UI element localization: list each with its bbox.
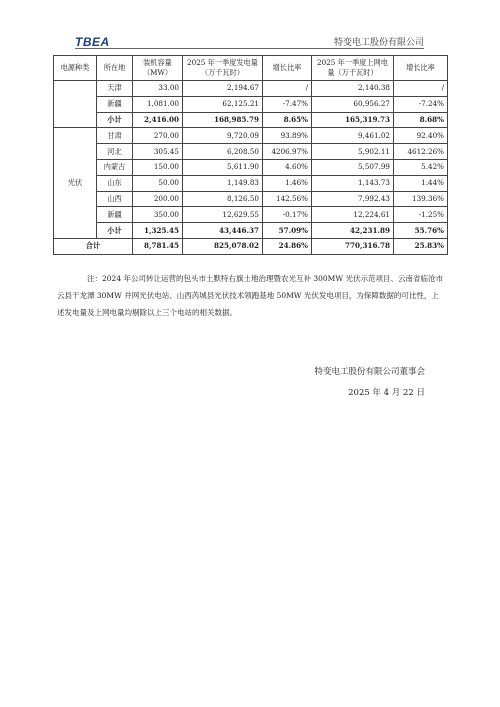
capacity-cell: 150.00 — [133, 159, 183, 175]
grid-cell: 42,231.89 — [312, 223, 394, 239]
grid-cell: 5,902.11 — [312, 144, 394, 160]
location-cell: 山西 — [97, 191, 133, 207]
grid-growth-cell: 8.68% — [394, 112, 448, 128]
gen-growth-cell: 8.65% — [263, 112, 312, 128]
grid-cell: 165,319.73 — [312, 112, 394, 128]
location-cell: 新疆 — [97, 96, 133, 112]
gen-growth-cell: 24.86% — [263, 238, 312, 254]
col-header-location: 所在地 — [97, 56, 133, 81]
grid-cell: 7,992.43 — [312, 191, 394, 207]
capacity-cell: 350.00 — [133, 207, 183, 223]
generation-cell: 8,126.50 — [183, 191, 263, 207]
location-cell: 山东 — [97, 175, 133, 191]
header-divider — [75, 48, 424, 49]
generation-cell: 12,629.55 — [183, 207, 263, 223]
grid-cell: 60,956.27 — [312, 96, 394, 112]
col-header-gen-growth: 增长比率 — [263, 56, 312, 81]
grid-growth-cell: 1.44% — [394, 175, 448, 191]
grid-growth-cell: 4612.26% — [394, 144, 448, 160]
grid-growth-cell: -1.25% — [394, 207, 448, 223]
table-row — [54, 128, 448, 144]
capacity-cell: 2,416.00 — [133, 112, 183, 128]
subtotal-row — [54, 223, 448, 239]
capacity-cell: 33.00 — [133, 81, 183, 97]
generation-cell: 1,149.83 — [183, 175, 263, 191]
signature-date: 2025 年 4 月 22 日 — [348, 388, 425, 398]
grid-growth-cell: 25.83% — [394, 238, 448, 254]
grid-cell: 2,140.38 — [312, 81, 394, 97]
table-row — [54, 191, 448, 207]
table-row — [54, 175, 448, 191]
generation-cell: 5,611.90 — [183, 159, 263, 175]
grid-growth-cell: / — [394, 81, 448, 97]
table-row — [54, 207, 448, 223]
grid-growth-cell: 139.36% — [394, 191, 448, 207]
generation-cell: 2,194.67 — [183, 81, 263, 97]
subtotal-label: 小计 — [97, 223, 133, 239]
gen-growth-cell: / — [263, 81, 312, 97]
col-header-type: 电源种类 — [54, 56, 97, 81]
gen-growth-cell: 4206.97% — [263, 144, 312, 160]
table-row — [54, 81, 448, 97]
capacity-cell: 50.00 — [133, 175, 183, 191]
generation-cell: 6,208.50 — [183, 144, 263, 160]
footnote: 注：2024 年公司转让运营的包头市土默特右旗土地治理暨农光互补 300MW 光伏示范项目、云南省临沧市云县干龙潭 30MW 并网光伏电站、山西芮城县光伏技术领跑基地 50MW 光伏发电项目，为保障数据的可比性，上述发电量及上网电量均剔除以上三个电站的相关数据。 — [57, 274, 443, 317]
gen-growth-cell: 4.60% — [263, 159, 312, 175]
col-header-grid: 2025 年一季度上网电量（万千瓦时） — [312, 56, 394, 81]
capacity-cell: 1,325.45 — [133, 223, 183, 239]
generation-cell: 825,078.02 — [183, 238, 263, 254]
type-cell — [54, 81, 97, 128]
generation-cell: 168,985.79 — [183, 112, 263, 128]
grid-growth-cell: -7.24% — [394, 96, 448, 112]
grid-cell: 12,224.61 — [312, 207, 394, 223]
location-cell: 内蒙古 — [97, 159, 133, 175]
type-cell: 光伏 — [54, 128, 97, 239]
table-header-row — [54, 56, 448, 81]
col-header-grid-growth: 增长比率 — [394, 56, 448, 81]
gen-growth-cell: 1.46% — [263, 175, 312, 191]
capacity-cell: 200.00 — [133, 191, 183, 207]
grid-cell: 770,316.78 — [312, 238, 394, 254]
gen-growth-cell: 142.56% — [263, 191, 312, 207]
grid-growth-cell: 5.42% — [394, 159, 448, 175]
grid-growth-cell: 55.76% — [394, 223, 448, 239]
gen-growth-cell: -7.47% — [263, 96, 312, 112]
gen-growth-cell: -0.17% — [263, 207, 312, 223]
subtotal-label: 小计 — [97, 112, 133, 128]
header-company-name: 特变电工股份有限公司 — [333, 38, 424, 48]
generation-cell: 9,720.09 — [183, 128, 263, 144]
grid-cell: 9,461.02 — [312, 128, 394, 144]
table-row — [54, 144, 448, 160]
generation-cell: 43,446.37 — [183, 223, 263, 239]
col-header-generation: 2025 年一季度发电量（万千瓦时） — [183, 56, 263, 81]
generation-cell: 62,125.21 — [183, 96, 263, 112]
grid-growth-cell: 92.40% — [394, 128, 448, 144]
table-row — [54, 159, 448, 175]
total-label: 合计 — [54, 238, 133, 254]
grid-cell: 5,507.99 — [312, 159, 394, 175]
capacity-cell: 305.45 — [133, 144, 183, 160]
company-logo: TBEA — [75, 35, 110, 49]
capacity-cell: 270.00 — [133, 128, 183, 144]
grid-cell: 1,143.73 — [312, 175, 394, 191]
gen-growth-cell: 57.09% — [263, 223, 312, 239]
table-row — [54, 96, 448, 112]
subtotal-row — [54, 112, 448, 128]
capacity-cell: 8,781.45 — [133, 238, 183, 254]
location-cell: 甘肃 — [97, 128, 133, 144]
location-cell: 新疆 — [97, 207, 133, 223]
total-row — [54, 238, 448, 254]
gen-growth-cell: 93.89% — [263, 128, 312, 144]
location-cell: 河北 — [97, 144, 133, 160]
location-cell: 天津 — [97, 81, 133, 97]
signature-block — [314, 362, 425, 404]
board-signature: 特变电工股份有限公司董事会 — [314, 367, 425, 377]
power-generation-table — [53, 55, 448, 255]
col-header-capacity: 装机容量（MW） — [133, 56, 183, 81]
capacity-cell: 1,081.00 — [133, 96, 183, 112]
